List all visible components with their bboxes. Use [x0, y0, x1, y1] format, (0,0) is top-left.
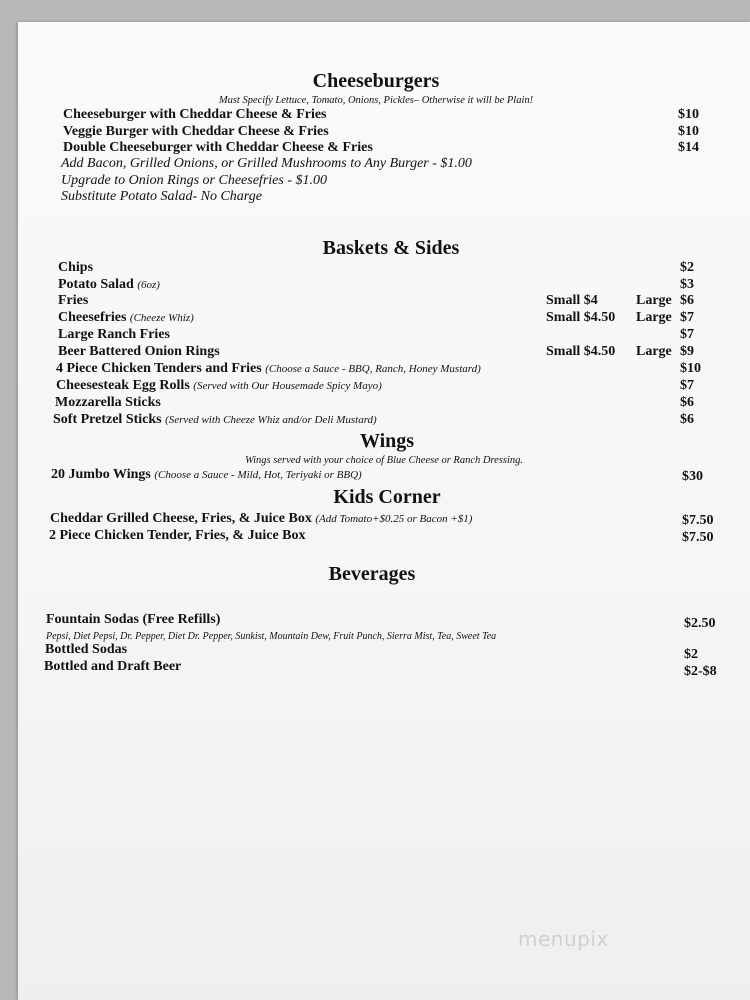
- menu-item-name: 2 Piece Chicken Tender, Fries, & Juice Box: [49, 528, 306, 543]
- menu-item-price: $3: [680, 277, 694, 292]
- large-label: Large: [636, 344, 672, 359]
- small-price: Small $4: [546, 293, 598, 308]
- menu-item-name: Potato Salad (6oz): [58, 277, 160, 292]
- menu-item-name: Cheeseburger with Cheddar Cheese & Fries: [63, 107, 327, 122]
- menu-item-price: $6: [680, 412, 694, 427]
- menu-item-price: $6: [680, 395, 694, 410]
- section-title-beverages: Beverages: [328, 563, 416, 585]
- watermark-logo: menupix: [518, 927, 609, 951]
- small-price: Small $4.50: [546, 310, 616, 325]
- section-title-wings: Wings: [359, 430, 415, 452]
- menu-item-name: 20 Jumbo Wings (Choose a Sauce - Mild, Hot, Teriyaki or BBQ): [51, 467, 362, 482]
- menu-item-name: Cheddar Grilled Cheese, Fries, & Juice Box (Add Tomato+$0.25 or Bacon +$1): [50, 511, 473, 526]
- soda-list: Pepsi, Diet Pepsi, Dr. Pepper, Diet Dr. Pepper, Sunkist, Mountain Dew, Fruit Punch, Sierra Mist, Tea, Sweet Tea: [46, 631, 497, 642]
- menu-item-name: Chips: [58, 260, 94, 275]
- menu-item-price: $2-$8: [684, 664, 717, 679]
- menu-item-name: Double Cheeseburger with Cheddar Cheese & Fries: [63, 140, 373, 155]
- menu-item-price: $7.50: [682, 513, 714, 528]
- menu-item-price: $2.50: [684, 616, 716, 631]
- menu-item-price: $14: [678, 140, 699, 155]
- cheeseburgers-note: Must Specify Lettuce, Tomato, Onions, Pickles– Otherwise it will be Plain!: [218, 95, 534, 106]
- menu-item-price: $6: [680, 293, 694, 308]
- menu-item-name: Bottled and Draft Beer: [44, 659, 182, 674]
- menu-item-price: $7: [680, 327, 694, 342]
- menu-item-name: Soft Pretzel Sticks (Served with Cheeze Whiz and/or Deli Mustard): [53, 412, 377, 427]
- section-title-cheeseburgers: Cheeseburgers: [312, 70, 440, 92]
- menu-item-name: Cheesefries (Cheeze Whiz): [58, 310, 194, 325]
- menu-page: [18, 22, 750, 1000]
- menu-item-price: $2: [680, 260, 694, 275]
- menu-item-name: Cheesesteak Egg Rolls (Served with Our Housemade Spicy Mayo): [56, 378, 382, 393]
- wings-note: Wings served with your choice of Blue Cheese or Ranch Dressing.: [244, 455, 524, 466]
- menu-item-name: Beer Battered Onion Rings: [58, 344, 220, 359]
- large-label: Large: [636, 293, 672, 308]
- menu-item-name: Veggie Burger with Cheddar Cheese & Fries: [63, 124, 329, 139]
- menu-item-name: Fries: [58, 293, 89, 308]
- large-label: Large: [636, 310, 672, 325]
- menu-item-price: $7: [680, 378, 694, 393]
- section-title-baskets: Baskets & Sides: [322, 237, 460, 259]
- menu-item-price: $2: [684, 647, 698, 662]
- menu-item-name: Mozzarella Sticks: [55, 395, 161, 410]
- small-price: Small $4.50: [546, 344, 616, 359]
- burger-extra: Substitute Potato Salad- No Charge: [61, 189, 262, 204]
- menu-item-price: $7.50: [682, 530, 714, 545]
- menu-item-price: $30: [682, 469, 703, 484]
- menu-item-price: $10: [680, 361, 701, 376]
- menu-item-price: $9: [680, 344, 694, 359]
- section-title-kids: Kids Corner: [333, 486, 441, 508]
- burger-extra: Add Bacon, Grilled Onions, or Grilled Mushrooms to Any Burger - $1.00: [61, 156, 472, 171]
- menu-item-price: $10: [678, 124, 699, 139]
- menu-item-name: 4 Piece Chicken Tenders and Fries (Choose a Sauce - BBQ, Ranch, Honey Mustard): [56, 361, 481, 376]
- menu-item-price: $10: [678, 107, 699, 122]
- menu-item-name: Large Ranch Fries: [58, 327, 170, 342]
- menu-item-name: Bottled Sodas: [45, 642, 128, 657]
- menu-item-price: $7: [680, 310, 694, 325]
- menu-item-name: Fountain Sodas (Free Refills): [46, 612, 221, 627]
- burger-extra: Upgrade to Onion Rings or Cheesefries - $1.00: [61, 173, 327, 188]
